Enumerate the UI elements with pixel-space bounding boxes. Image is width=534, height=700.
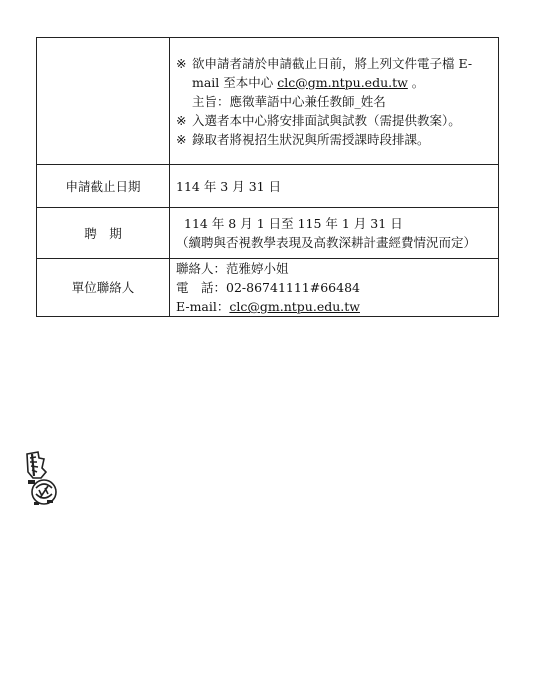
- notes-cell: [170, 38, 499, 165]
- contact-email-prefix: E-mail：: [176, 299, 230, 314]
- deadline-row: [37, 165, 499, 208]
- info-table: [36, 37, 499, 317]
- reference-mark: ※: [176, 55, 187, 71]
- contact-phone: 電 話：02-86741111#66484: [176, 280, 360, 295]
- reference-mark: ※: [176, 131, 187, 147]
- period-condition: （續聘與否視教學表現及高教深耕計畫經費情況而定）: [176, 235, 477, 250]
- note-line-1: [176, 54, 494, 73]
- note-line-3: [176, 130, 494, 149]
- reference-mark: ※: [176, 112, 187, 128]
- period-dates: 114 年 8 月 1 日至 115 年 1 月 31 日: [184, 216, 403, 231]
- note-line-2: [176, 111, 494, 130]
- contact-row: [37, 259, 499, 317]
- period-cell: [170, 208, 499, 259]
- period-row: [37, 208, 499, 259]
- note-line-1b: [176, 73, 494, 92]
- note-2-text: 入選者本中心將安排面試與試教（需提供教案）。: [192, 112, 461, 128]
- note-3-text: 錄取者將視招生狀況與所需授課時段排課。: [192, 131, 430, 147]
- deadline-value: 114 年 3 月 31 日: [170, 165, 499, 208]
- notes-label-cell: [37, 38, 170, 165]
- contact-email-link[interactable]: clc@gm.ntpu.edu.tw: [229, 299, 360, 314]
- contact-email-line: [176, 297, 494, 316]
- note-1-text: 欲申請者請於申請截止日前，將上列文件電子檔 E-: [192, 55, 473, 71]
- seal-stamp-icon: [24, 450, 58, 508]
- center-email-link[interactable]: clc@gm.ntpu.edu.tw: [277, 74, 408, 90]
- email-subject-format: 主旨：應徵華語中心兼任教師_姓名: [192, 93, 386, 109]
- note-1-mail-prefix: mail 至本中心: [192, 74, 278, 90]
- notes-row: [37, 38, 499, 165]
- contact-label: 單位聯絡人: [37, 259, 170, 317]
- contact-person: 聯絡人：范雅婷小姐: [176, 261, 289, 276]
- period-label: 聘 期: [37, 208, 170, 259]
- note-1-mail-suffix: 。: [407, 74, 425, 90]
- contact-cell: [170, 259, 499, 317]
- deadline-label: 申請截止日期: [37, 165, 170, 208]
